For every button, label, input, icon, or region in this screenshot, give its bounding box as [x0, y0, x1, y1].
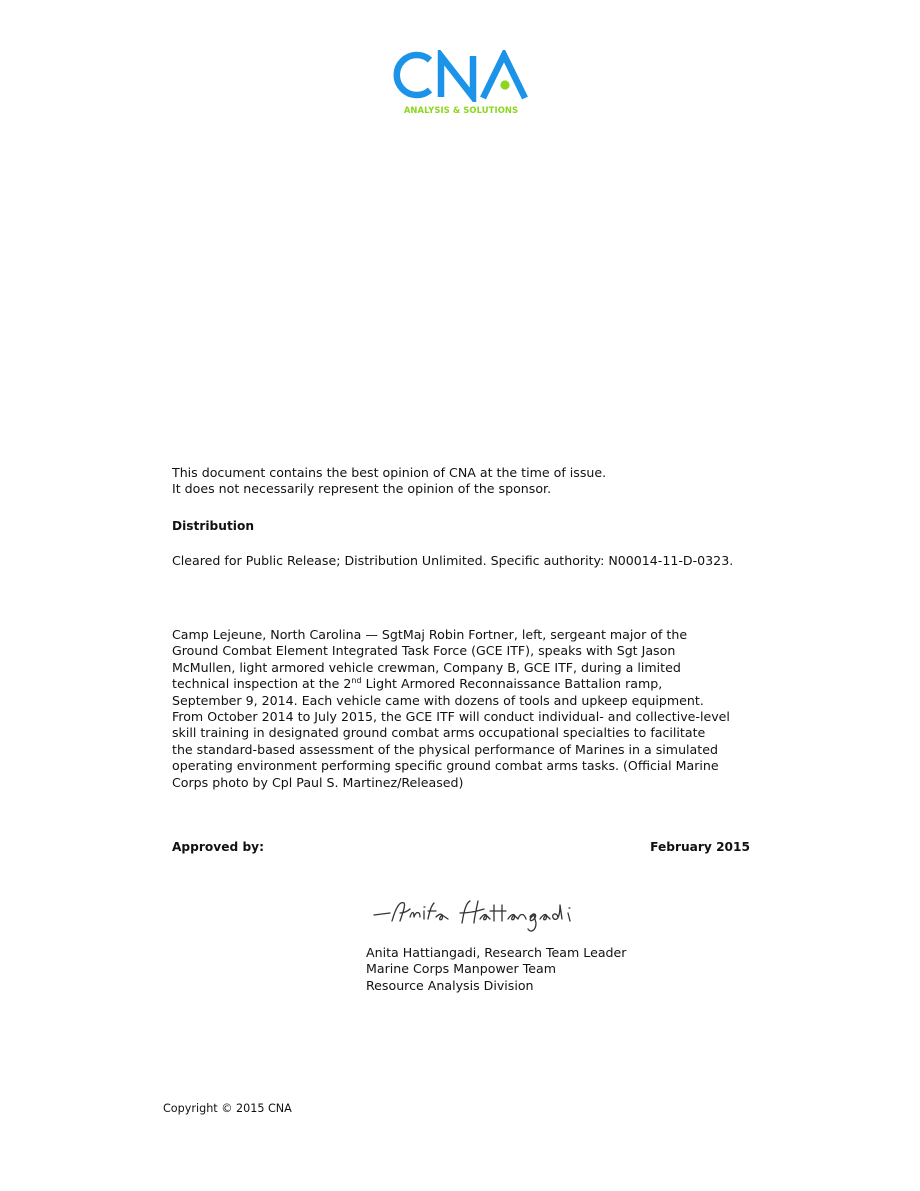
photo-caption: [172, 627, 730, 791]
copyright-notice: Copyright © 2015 CNA: [163, 1102, 292, 1115]
cna-wordmark-graphic: [388, 50, 528, 102]
signature-image: [370, 893, 620, 939]
caption-line: Corps photo by Cpl Paul S. Martinez/Released): [172, 774, 464, 790]
distribution-statement: Cleared for Public Release; Distribution Unlimited. Specific authority: N00014-11-D-0323.: [172, 553, 734, 568]
approver-name-title: Anita Hattiangadi, Research Team Leader: [366, 945, 627, 960]
disclaimer: [172, 465, 606, 498]
cna-logo: [388, 50, 528, 118]
caption-line: September 9, 2014. Each vehicle came with dozens of tools and upkeep equipment.: [172, 692, 704, 708]
logo-tagline: ANALYSIS & SOLUTIONS: [403, 105, 519, 115]
caption-line: skill training in designated ground combat arms occupational specialties to facilitate: [172, 725, 706, 741]
approver-details: [366, 945, 626, 994]
disclaimer-line-1: This document contains the best opinion of CNA at the time of issue.: [172, 465, 607, 480]
caption-line: [172, 676, 730, 692]
approved-by-label: Approved by:: [172, 840, 264, 854]
caption-line: From October 2014 to July 2015, the GCE ITF will conduct individual- and collective-level: [172, 709, 730, 725]
caption-superscript: nd: [351, 676, 362, 686]
caption-line: Ground Combat Element Integrated Task Force (GCE ITF), speaks with Sgt Jason: [172, 643, 676, 659]
caption-line-4-end: Light Armored Reconnaissance Battalion ramp,: [361, 676, 663, 692]
caption-line: McMullen, light armored vehicle crewman, Company B, GCE ITF, during a limited: [172, 659, 681, 675]
distribution-heading: Distribution: [172, 519, 255, 533]
approver-division: Resource Analysis Division: [366, 977, 534, 993]
caption-line-4-start: technical inspection at the 2: [172, 676, 352, 692]
caption-line: Camp Lejeune, North Carolina — SgtMaj Robin Fortner, left, sergeant major of the: [172, 627, 688, 642]
disclaimer-line-2: It does not necessarily represent the opinion of the sponsor.: [172, 481, 552, 497]
approval-date: February 2015: [650, 840, 750, 854]
caption-line: the standard-based assessment of the physical performance of Marines in a simulated: [172, 741, 718, 757]
caption-line: operating environment performing specific ground combat arms tasks. (Official Marine: [172, 758, 719, 774]
approver-team: Marine Corps Manpower Team: [366, 961, 557, 977]
